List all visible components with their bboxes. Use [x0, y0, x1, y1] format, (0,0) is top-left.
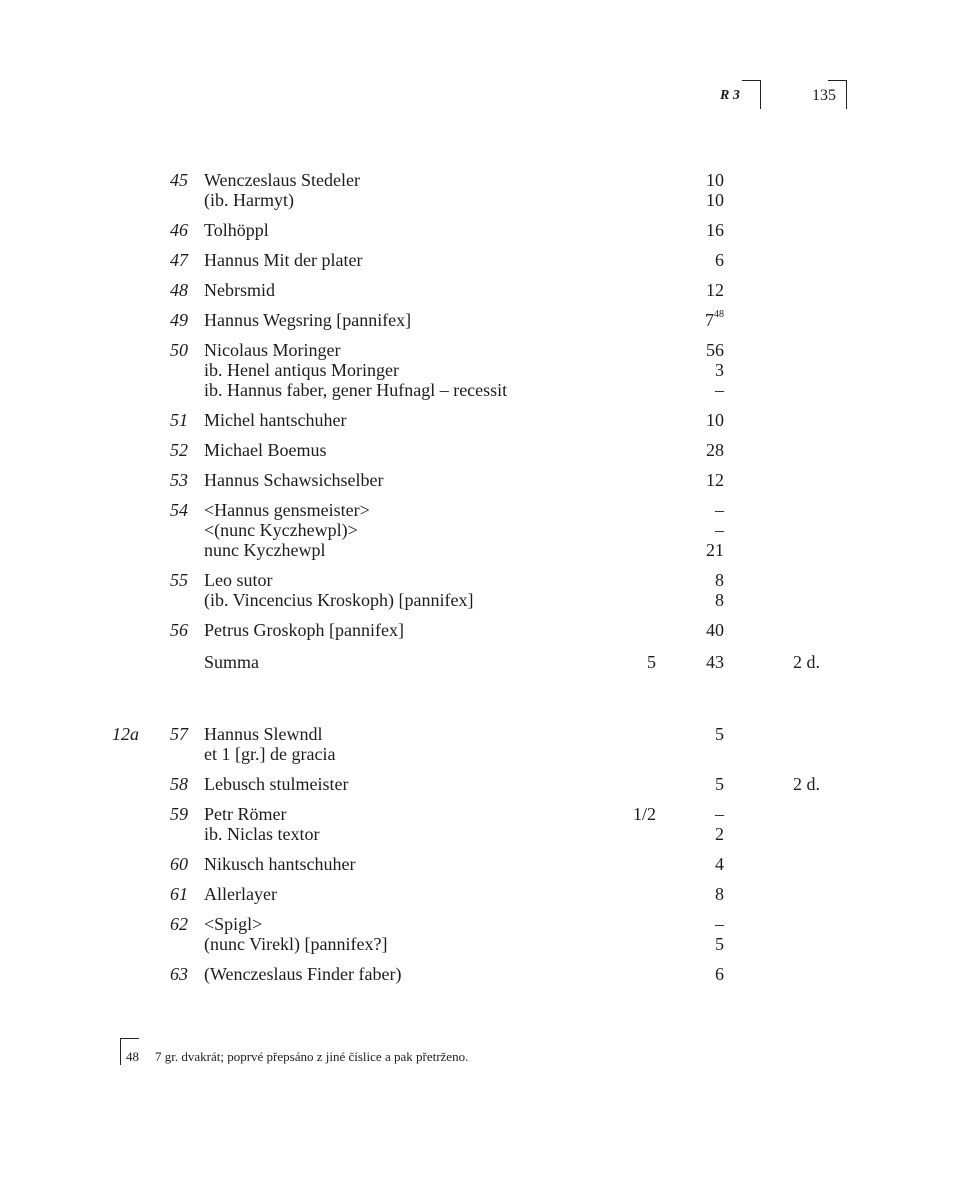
amount-groschen: [690, 804, 724, 825]
register-entry: [0, 570, 960, 610]
footnote-text: 7 gr. dvakrát; poprvé přepsáno z jiné číslice a pak přetrženo.: [155, 1049, 469, 1064]
amount-value: 6: [715, 964, 724, 984]
entry-number: 54: [170, 500, 188, 520]
entry-number: 55: [170, 570, 188, 590]
amount-groschen: [690, 934, 724, 955]
entry-name: (nunc Virekl) [pannifex?]: [204, 934, 388, 954]
entry-line: [0, 934, 960, 954]
entry-name: Petrus Groskoph [pannifex]: [204, 620, 404, 640]
entry-number: 51: [170, 410, 188, 430]
amount-value: 5: [715, 724, 724, 744]
register-entry: [0, 170, 960, 210]
entry-line: [0, 884, 960, 904]
amount-value: 8: [715, 884, 724, 904]
register-entry-list: [0, 170, 960, 994]
amount-groschen: [690, 964, 724, 985]
amount-groschen: [690, 774, 724, 795]
register-entry: [0, 964, 960, 984]
register-entry: [0, 774, 960, 794]
amount-groschen: [690, 590, 724, 611]
amount-value: 1/2: [632, 804, 656, 824]
amount-value: 5: [647, 652, 656, 672]
entry-number: 46: [170, 220, 188, 240]
signature-corner-mark: [742, 80, 761, 109]
entry-name: (Wenczeslaus Finder faber): [204, 964, 402, 984]
amount-value: –: [715, 500, 724, 520]
entry-name: Nicolaus Moringer: [204, 340, 341, 360]
footnote-number: 48: [126, 1049, 139, 1064]
amount-groschen: [690, 360, 724, 381]
amount-value: –: [715, 804, 724, 824]
entry-line: [0, 250, 960, 270]
amount-value: –: [715, 914, 724, 934]
register-entry: [0, 310, 960, 330]
register-entry: [0, 804, 960, 844]
entry-line: [0, 440, 960, 460]
footnote-reference[interactable]: 48: [714, 309, 724, 320]
amount-value: 2 d.: [793, 774, 820, 794]
amount-value: 16: [706, 220, 724, 240]
amount-value: 28: [706, 440, 724, 460]
amount-value: 6: [715, 250, 724, 270]
amount-groschen: [690, 410, 724, 431]
entry-name: Leo sutor: [204, 570, 273, 590]
amount-col-1: [600, 804, 656, 825]
entry-line: [0, 964, 960, 984]
register-entry: [0, 914, 960, 954]
entry-line: [0, 540, 960, 560]
entry-number: 62: [170, 914, 188, 934]
entry-number: 57: [170, 724, 188, 744]
amount-groschen: [690, 500, 724, 521]
amount-value: –: [715, 380, 724, 400]
amount-groschen: [690, 824, 724, 845]
section-signature: R 3: [720, 88, 740, 103]
entry-number: 49: [170, 310, 188, 330]
entry-name: ib. Hannus faber, gener Hufnagl – recessit: [204, 380, 508, 400]
amount-groschen: [690, 652, 724, 673]
entry-name: nunc Kyczhewpl: [204, 540, 326, 560]
amount-value: 40: [706, 620, 724, 640]
amount-groschen: [690, 380, 724, 401]
amount-groschen: [690, 520, 724, 541]
amount-value: 8: [715, 570, 724, 590]
entry-line: [0, 652, 960, 672]
register-entry: [0, 220, 960, 240]
register-entry: [0, 854, 960, 874]
register-entry: [0, 620, 960, 640]
amount-value: 10: [706, 170, 724, 190]
entry-line: [0, 854, 960, 874]
entry-number: 63: [170, 964, 188, 984]
entry-line: [0, 620, 960, 640]
register-entry: [0, 500, 960, 560]
entry-line: [0, 380, 960, 400]
entry-number: 58: [170, 774, 188, 794]
amount-value: 56: [706, 340, 724, 360]
entry-line: [0, 170, 960, 190]
entry-name: Hannus Slewndl: [204, 724, 323, 744]
amount-groschen: [690, 170, 724, 191]
summa-row: [0, 652, 960, 672]
amount-denarii: [770, 652, 820, 673]
entry-number: 52: [170, 440, 188, 460]
entry-line: [0, 470, 960, 490]
register-entry: [0, 470, 960, 490]
entry-name: <Spigl>: [204, 914, 263, 934]
entry-line: [0, 410, 960, 430]
entry-line: [0, 310, 960, 330]
folio-margin-note: 12a: [112, 724, 139, 744]
entry-name: <(nunc Kyczhewpl)>: [204, 520, 358, 540]
entry-name: ib. Niclas textor: [204, 824, 320, 844]
amount-denarii: [770, 774, 820, 795]
entry-name: Lebusch stulmeister: [204, 774, 349, 794]
amount-groschen: [690, 250, 724, 271]
entry-number: 50: [170, 340, 188, 360]
summa-label: Summa: [204, 652, 260, 672]
amount-groschen: [690, 570, 724, 591]
amount-groschen: [690, 470, 724, 491]
entry-name: ib. Henel antiqus Moringer: [204, 360, 399, 380]
entry-name: et 1 [gr.] de gracia: [204, 744, 336, 764]
entry-line: [0, 724, 960, 744]
amount-value: 2: [715, 824, 724, 844]
register-entry: [0, 250, 960, 270]
entry-line: [0, 824, 960, 844]
amount-groschen: [690, 724, 724, 745]
amount-value: 10: [706, 410, 724, 430]
amount-value: 8: [715, 590, 724, 610]
entry-number: 59: [170, 804, 188, 824]
amount-groschen: [690, 884, 724, 905]
amount-groschen: [690, 280, 724, 301]
amount-groschen: [690, 620, 724, 641]
amount-value: –: [715, 520, 724, 540]
entry-line: [0, 220, 960, 240]
amount-value: 10: [706, 190, 724, 210]
entry-line: [0, 570, 960, 590]
amount-value: 43: [706, 652, 724, 672]
entry-number: 53: [170, 470, 188, 490]
entry-name: Michael Boemus: [204, 440, 327, 460]
register-entry: [0, 340, 960, 400]
amount-groschen: [690, 310, 724, 331]
amount-col-1: [600, 652, 656, 673]
entry-name: <Hannus gensmeister>: [204, 500, 370, 520]
entry-number: 48: [170, 280, 188, 300]
entry-name: Nikusch hantschuher: [204, 854, 356, 874]
amount-value: 7: [705, 310, 714, 330]
entry-name: Tolhöppl: [204, 220, 269, 240]
amount-value: 12: [706, 470, 724, 490]
amount-value: 4: [715, 854, 724, 874]
entry-name: (ib. Harmyt): [204, 190, 294, 210]
register-entry: [0, 440, 960, 460]
amount-value: 12: [706, 280, 724, 300]
amount-value: 3: [715, 360, 724, 380]
entry-number: 61: [170, 884, 188, 904]
entry-name: Allerlayer: [204, 884, 277, 904]
entry-line: [0, 520, 960, 540]
register-entry: [0, 724, 960, 764]
amount-value: 5: [715, 774, 724, 794]
register-entry: [0, 884, 960, 904]
entry-number: 60: [170, 854, 188, 874]
entry-name: Hannus Wegsring [pannifex]: [204, 310, 412, 330]
entry-line: [0, 280, 960, 300]
entry-number: 45: [170, 170, 188, 190]
entry-line: [0, 360, 960, 380]
entry-number: 47: [170, 250, 188, 270]
amount-groschen: [690, 190, 724, 211]
page-number-corner-mark: [828, 80, 847, 109]
register-entry: [0, 410, 960, 430]
entry-line: [0, 774, 960, 794]
entry-line: [0, 744, 960, 764]
entry-line: [0, 190, 960, 210]
amount-value: 21: [706, 540, 724, 560]
amount-groschen: [690, 914, 724, 935]
entry-line: [0, 500, 960, 520]
amount-groschen: [690, 340, 724, 361]
entry-line: [0, 340, 960, 360]
entry-line: [0, 590, 960, 610]
entry-name: Michel hantschuher: [204, 410, 347, 430]
amount-value: 2 d.: [793, 652, 820, 672]
amount-groschen: [690, 220, 724, 241]
entry-line: [0, 914, 960, 934]
entry-name: (ib. Vincencius Kroskoph) [pannifex]: [204, 590, 474, 610]
amount-value: 5: [715, 934, 724, 954]
entry-number: 56: [170, 620, 188, 640]
amount-groschen: [690, 854, 724, 875]
entry-name: Nebrsmid: [204, 280, 275, 300]
entry-name: Petr Römer: [204, 804, 287, 824]
page-number: 135: [812, 87, 836, 104]
register-entry: [0, 280, 960, 300]
entry-name: Hannus Schawsichselber: [204, 470, 384, 490]
amount-groschen: [690, 440, 724, 461]
amount-groschen: [690, 540, 724, 561]
entry-name: Wenczeslaus Stedeler: [204, 170, 360, 190]
entry-line: [0, 804, 960, 824]
entry-name: Hannus Mit der plater: [204, 250, 363, 270]
